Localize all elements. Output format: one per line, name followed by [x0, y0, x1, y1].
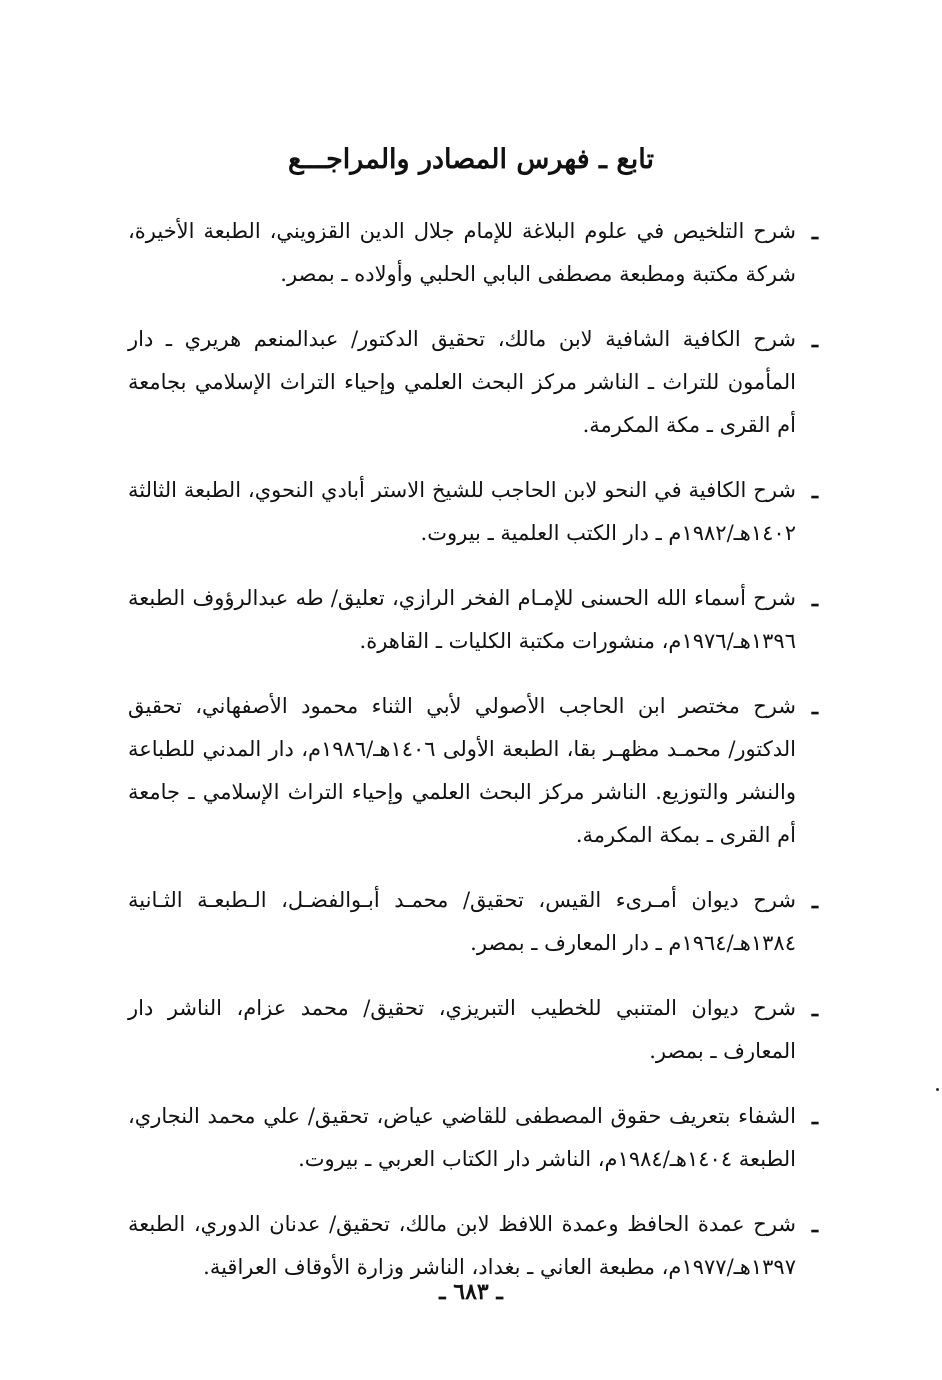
bibliography-entry [128, 1095, 818, 1181]
bibliography-entry [128, 210, 818, 296]
page-number: ـ ٦٨٣ ـ [439, 1279, 503, 1305]
entry-text: شرح الكافية في النحو لابن الحاجب للشيخ الاستر أبادي النحوي، الطبعة الثالثة ١٤٠٢هـ/١٩٨٢م ـ دار الكتب العلمية ـ بيروت. [128, 478, 796, 545]
entry-bullet: ـ [811, 1104, 818, 1129]
scan-speck [936, 1088, 939, 1091]
entry-bullet: ـ [811, 586, 818, 611]
entry-text: شرح الكافية الشافية لابن مالك، تحقيق الدكتور/ عبدالمنعم هريري ـ دار المأمون للتراث ـ الناشر مركز البحث العلمي وإحياء التراث الإسلامي بجامعة أم القرى ـ مكة المكرمة. [128, 327, 796, 437]
page-title: تابع ـ فهرس المصادر والمراجـــع [288, 144, 654, 175]
entry-bullet: ـ [811, 478, 818, 503]
entry-text: شرح التلخيص في علوم البلاغة للإمام جلال الدين القزويني، الطبعة الأخيرة، شركة مكتبة ومطبعة مصطفى البابي الحلبي وأولاده ـ بمصر. [128, 219, 796, 286]
entry-bullet: ـ [811, 1212, 818, 1237]
bibliography-entry [128, 685, 818, 857]
bibliography-entry [128, 987, 818, 1073]
bibliography-entry [128, 318, 818, 447]
entry-text: الشفاء بتعريف حقوق المصطفى للقاضي عياض، تحقيق/ علي محمد النجاري، الطبعة ١٤٠٤هـ/١٩٨٤م، الناشر دار الكتاب العربي ـ بيروت. [128, 1104, 796, 1171]
entry-bullet: ـ [811, 888, 818, 913]
entry-text: شرح مختصر ابن الحاجب الأصولي لأبي الثناء محمود الأصفهاني، تحقيق الدكتور/ محمـد مظهـر بقا، الطبعة الأولى ١٤٠٦هـ/١٩٨٦م، دار المدني للطباعة والنشر والتوزيع. الناشر مركز البحث العلمي وإحياء التراث الإسلامي ـ جامعة أم القرى ـ بمكة المكرمة. [128, 694, 796, 847]
bibliography-entry [128, 469, 818, 555]
entry-bullet: ـ [811, 219, 818, 244]
bibliography-list [128, 210, 818, 1311]
entry-text: شرح ديوان أمـرىء القيس، تحقيق/ محمـد أبـوالفضـل، الـطبعـة الثـانية ١٣٨٤هـ/١٩٦٤م ـ دار المعارف ـ بمصر. [128, 888, 796, 955]
bibliography-entry [128, 879, 818, 965]
bibliography-entry [128, 577, 818, 663]
entry-text: شرح عمدة الحافظ وعمدة اللافظ لابن مالك، تحقيق/ عدنان الدوري، الطبعة ١٣٩٧هـ/١٩٧٧م، مطبعة العاني ـ بغداد، الناشر وزارة الأوقاف العراقية. [128, 1212, 796, 1279]
entry-bullet: ـ [811, 694, 818, 719]
entry-bullet: ـ [811, 327, 818, 352]
entry-text: شرح ديوان المتنبي للخطيب التبريزي، تحقيق/ محمد عزام، الناشر دار المعارف ـ بمصر. [128, 996, 796, 1063]
entry-text: شرح أسماء الله الحسنى للإمـام الفخر الرازي، تعليق/ طه عبدالرؤوف الطبعة ١٣٩٦هـ/١٩٧٦م، منشورات مكتبة الكليات ـ القاهرة. [128, 586, 796, 653]
entry-bullet: ـ [811, 996, 818, 1021]
